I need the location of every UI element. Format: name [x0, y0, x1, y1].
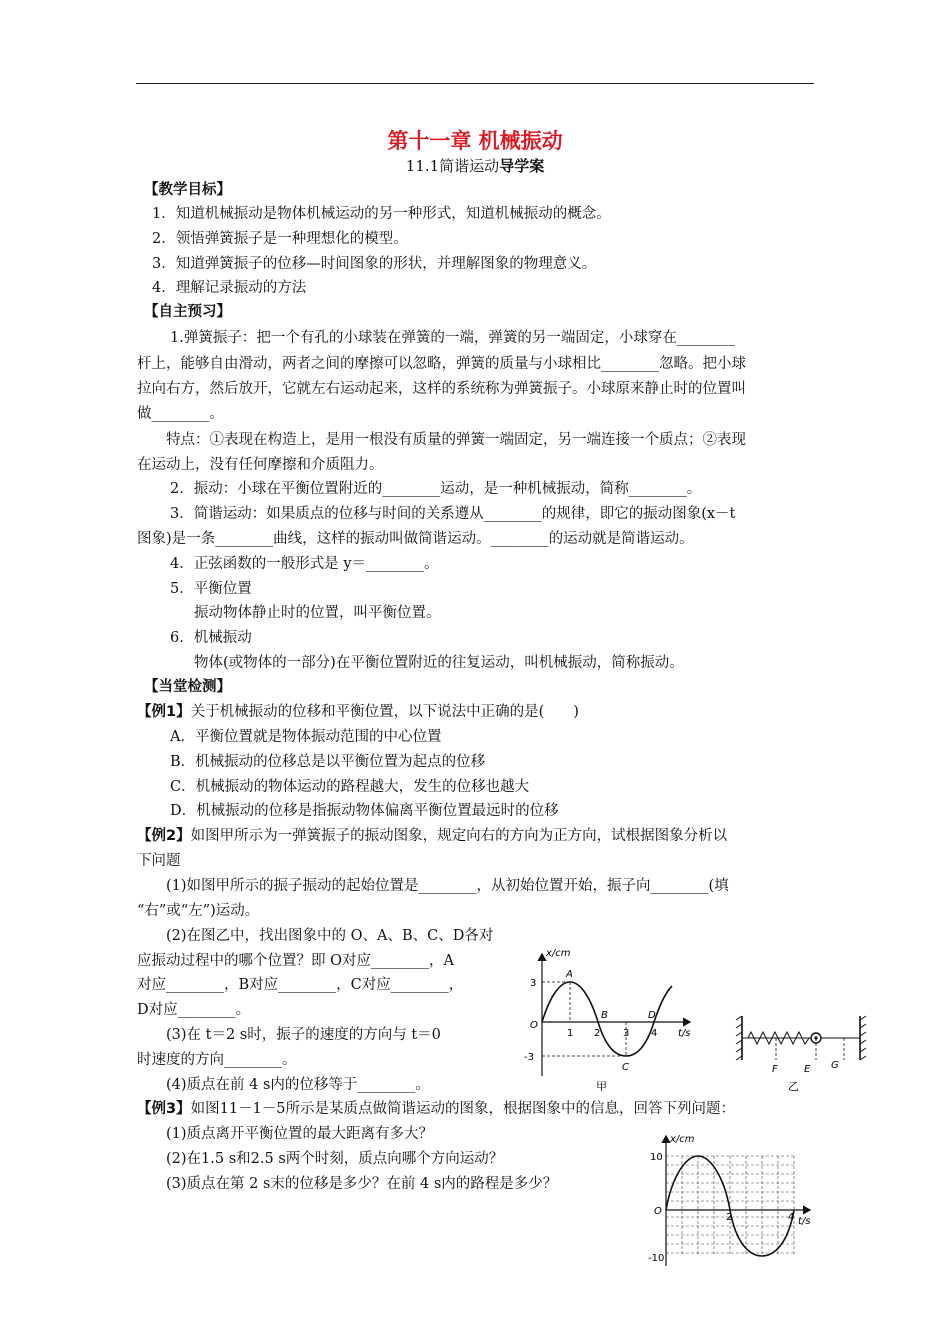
example-2-tag: 【例2】	[137, 828, 191, 844]
example-2-line: (4)质点在前 4 s内的位移等于________。	[166, 1077, 430, 1093]
example-2-line: “右”或“左”)运动。	[137, 903, 260, 919]
preview-line: 杆上，能够自由滑动，两者之间的摩擦可以忽略，弹簧的质量与小球相比________忽略。把小球	[137, 356, 746, 372]
example-3-text: 如图11－1－5所示是某质点做简谐运动的图象，根据图象中的信息，回答下列问题：	[190, 1101, 735, 1117]
preview-line: 在运动上，没有任何摩擦和介质阻力。	[137, 457, 384, 473]
goal-item: 4．理解记录振动的方法	[152, 280, 307, 296]
jia-x-tick: 1	[567, 1028, 574, 1039]
preview-line: 2．振动：小球在平衡位置附近的________运动，是一种机械振动，简称________。	[170, 481, 702, 497]
subtitle-prefix: 11.1简谐运动	[405, 157, 500, 175]
example-3-x-tick: 4	[788, 1212, 795, 1223]
subtitle-bold: 导学案	[499, 157, 545, 175]
example-1-text: 关于机械振动的位移和平衡位置，以下说法中正确的是( )	[190, 704, 579, 720]
preview-line: 拉向右方，然后放开，它就左右运动起来，这样的系统称为弹簧振子。小球原来静止时的位置叫	[137, 381, 746, 397]
preview-line: 3．简谐运动：如果质点的位移与时间的关系遵从________的规律，即它的振动图象(x－t	[170, 506, 736, 522]
example-3-line: (2)在1.5 s和2.5 s两个时刻，质点向哪个方向运动？	[166, 1151, 504, 1167]
goals-heading: 【教学目标】	[144, 182, 231, 198]
example-2-line: 时速度的方向________。	[137, 1052, 297, 1068]
lesson-subtitle	[0, 155, 950, 176]
example-3-x-label: t/s	[798, 1216, 811, 1227]
example-3-y-tick: -10	[648, 1253, 665, 1264]
jia-x-tick: 2	[594, 1028, 601, 1039]
example-2-line: D对应________。	[137, 1002, 251, 1018]
preview-line: 振动物体静止时的位置，叫平衡位置。	[194, 605, 441, 621]
preview-line: 5．平衡位置	[170, 581, 252, 597]
preview-line: 1.弹簧振子：把一个有孔的小球装在弹簧的一端，弹簧的另一端固定，小球穿在________	[170, 330, 735, 346]
example-1-option: D．机械振动的位移是指振动物体偏离平衡位置最远时的位移	[170, 803, 559, 819]
example-2-question	[137, 826, 727, 846]
example-1-option: C．机械振动的物体运动的路程越大，发生的位移也越大	[170, 779, 530, 795]
figure-jia-graph	[518, 944, 698, 1094]
preview-line: 特点：①表现在构造上，是用一根没有质量的弹簧一端固定，另一端连接一个质点；②表现	[166, 432, 746, 448]
preview-heading: 【自主预习】	[144, 304, 231, 320]
example-3-tag: 【例3】	[137, 1101, 191, 1117]
jia-point-label: C	[622, 1062, 629, 1073]
example-1-option: A．平衡位置就是物体振动范围的中心位置	[170, 729, 442, 745]
example-3-line: (1)质点离开平衡位置的最大距离有多大？	[166, 1126, 434, 1142]
preview-line: 做________。	[137, 406, 224, 422]
jia-y-tick: 3	[530, 978, 537, 989]
header-rule	[136, 83, 814, 84]
jia-x-label: t/s	[678, 1028, 691, 1039]
goal-item: 3．知道弹簧振子的位移—时间图象的形状，并理解图象的物理意义。	[152, 256, 597, 272]
example-2-question-cont: 下问题	[137, 853, 181, 869]
spring-label: E	[804, 1064, 811, 1075]
goal-item: 1．知道机械振动是物体机械运动的另一种形式，知道机械振动的概念。	[152, 206, 611, 222]
example-3-y-tick: O	[654, 1206, 662, 1217]
figure-caption-yi: 乙	[788, 1080, 799, 1093]
jia-point-label: B	[601, 1010, 608, 1021]
example-3-y-label: x/cm	[670, 1134, 695, 1145]
jia-x-tick: 4	[651, 1028, 658, 1039]
example-2-line: (3)在 t＝2 s时，振子的速度的方向与 t＝0	[166, 1027, 441, 1043]
preview-line: 6．机械振动	[170, 630, 252, 646]
example-1-tag: 【例1】	[137, 704, 191, 720]
spring-label: G	[831, 1060, 839, 1071]
figure-caption-jia: 甲	[596, 1080, 607, 1093]
preview-line: 4．正弦函数的一般形式是 y＝________。	[170, 556, 439, 572]
check-heading: 【当堂检测】	[144, 679, 231, 695]
example-2-line: 应振动过程中的哪个位置？即 O对应________，A	[137, 953, 454, 969]
jia-point-label: A	[566, 969, 573, 980]
jia-y-label: x/cm	[546, 948, 571, 959]
example-3-x-tick: 2	[726, 1212, 733, 1223]
chapter-title: 第十一章 机械振动	[387, 129, 563, 153]
example-3-line: (3)质点在第 2 s末的位移是多少？在前 4 s内的路程是多少？	[166, 1176, 558, 1192]
jia-y-tick: -3	[524, 1052, 534, 1063]
example-1-option: B．机械振动的位移总是以平衡位置为起点的位移	[170, 754, 486, 770]
example-3-graph	[648, 1130, 818, 1275]
example-3-question	[137, 1099, 735, 1119]
example-2-line: 对应________，B对应________，C对应________，	[137, 977, 464, 993]
preview-line: 图象)是一条________曲线，这样的振动叫做简谐运动。________的运动就是简谐运动。	[137, 531, 694, 547]
example-3-y-tick: 10	[650, 1152, 663, 1163]
example-1-question	[137, 702, 579, 722]
jia-x-tick: 3	[623, 1028, 630, 1039]
spring-label: F	[772, 1064, 778, 1075]
preview-line: 物体(或物体的一部分)在平衡位置附近的往复运动，叫机械振动，简称振动。	[194, 655, 684, 671]
example-2-text: 如图甲所示为一弹簧振子的振动图象，规定向右的方向为正方向，试根据图象分析以	[190, 828, 728, 844]
jia-y-tick: O	[530, 1020, 538, 1031]
jia-point-label: D	[648, 1010, 656, 1021]
goal-item: 2．领悟弹簧振子是一种理想化的模型。	[152, 231, 408, 247]
figure-yi-spring	[732, 1010, 872, 1095]
example-2-line: (2)在图乙中，找出图象中的 O、A、B、C、D各对	[166, 928, 494, 944]
example-2-line: (1)如图甲所示的振子振动的起始位置是________，从初始位置开始，振子向________(填	[166, 878, 729, 894]
